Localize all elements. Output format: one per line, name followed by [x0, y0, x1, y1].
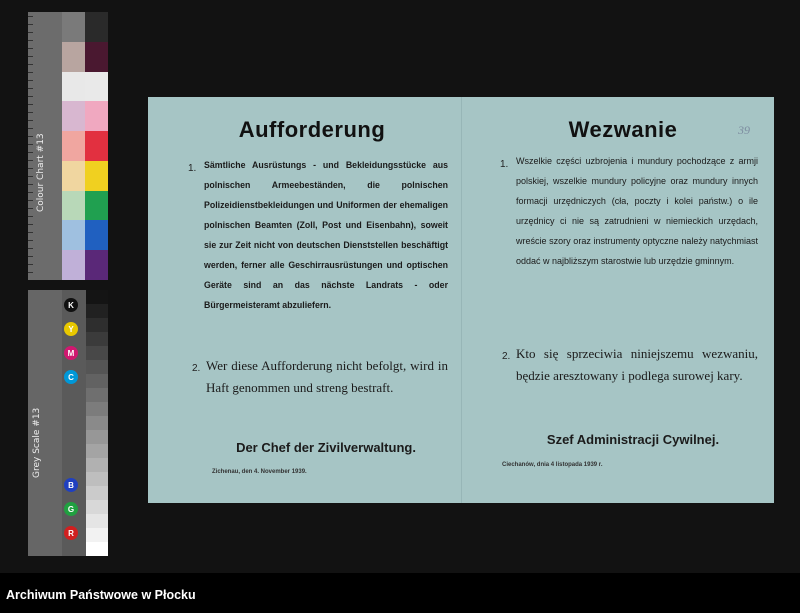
cmyk-dot-m: M — [64, 346, 78, 360]
polish-column — [488, 97, 758, 503]
ruler-tick — [28, 88, 33, 89]
ruler-tick — [28, 128, 33, 129]
grey-step — [86, 416, 108, 430]
colour-swatch — [62, 250, 85, 280]
grey-scale-chart — [28, 290, 108, 556]
german-item2-number: 2. — [192, 363, 201, 374]
ruler-tick — [28, 64, 33, 65]
colour-swatch — [85, 220, 108, 250]
ruler-tick — [28, 56, 33, 57]
german-item1-number: 1. — [188, 163, 197, 174]
german-signature: Der Chef der Zivilverwaltung. — [236, 440, 416, 455]
ruler-tick — [28, 48, 33, 49]
archive-footer — [0, 573, 800, 613]
ruler-tick — [28, 152, 33, 153]
polish-dateline: Ciechanów, dnia 4 listopada 1939 r. — [502, 462, 603, 468]
grey-step — [86, 402, 108, 416]
colour-chart-title: Colour Chart #13 — [36, 133, 46, 212]
grey-scale-title: Grey Scale #13 — [32, 407, 42, 478]
poster-document — [148, 97, 774, 503]
ruler-tick — [28, 192, 33, 193]
ruler-tick — [28, 96, 33, 97]
cmyk-dot-k: K — [64, 298, 78, 312]
ruler-tick — [28, 168, 33, 169]
ruler-tick — [28, 256, 33, 257]
german-column — [178, 97, 446, 503]
ruler-tick — [28, 112, 33, 113]
polish-title: Wezwanie — [568, 117, 678, 142]
colour-swatch — [62, 131, 85, 161]
colour-swatch — [62, 101, 85, 131]
rgb-dot-r: R — [64, 526, 78, 540]
ruler-tick — [28, 72, 33, 73]
colour-swatch — [85, 161, 108, 191]
german-dateline: Zichenau, den 4. November 1939. — [212, 469, 307, 475]
grey-step — [86, 444, 108, 458]
page-number: 39 — [738, 123, 750, 137]
german-item2-text: Wer diese Aufforderung nicht befolgt, wird in Haft genommen und streng bestraft. — [206, 358, 448, 395]
colour-swatch — [85, 101, 108, 131]
ruler-tick — [28, 208, 33, 209]
german-title: Aufforderung — [238, 117, 386, 142]
colour-swatch — [62, 161, 85, 191]
colour-swatch — [85, 12, 108, 42]
rgb-dot-b: B — [64, 478, 78, 492]
grey-step — [86, 332, 108, 346]
cmyk-dot-y: Y — [64, 322, 78, 336]
ruler-tick — [28, 216, 33, 217]
rgb-dots — [64, 478, 80, 550]
ruler-tick — [28, 32, 33, 33]
colour-swatch — [85, 131, 108, 161]
ruler-tick — [28, 104, 33, 105]
polish-item1-text: Wszelkie części uzbrojenia i mundury pochodzące z armji polskiej, wszelkie mundury policyjne oraz mundury innych formacji urzędniczych (cła, poczty i kolei państw.) o ile urzędnicy ci nie są zatrudnieni w niemieckich urzędach, wreście szory oraz instrumenty optyczne należy natychmiast oddać w najbliższym starostwie lub urzędzie gminnym. — [516, 156, 758, 266]
colour-swatch — [62, 220, 85, 250]
polish-item1-number: 1. — [500, 159, 509, 170]
colour-swatches — [62, 12, 108, 280]
cmyk-dot-c: C — [64, 370, 78, 384]
colour-chart — [28, 12, 108, 280]
polish-signature: Szef Administracji Cywilnej. — [546, 432, 720, 447]
ruler-tick — [28, 264, 33, 265]
ruler-tick — [28, 80, 33, 81]
grey-step — [86, 374, 108, 388]
archive-name: Archiwum Państwowe w Płocku — [6, 588, 196, 602]
ruler-tick — [28, 24, 33, 25]
grey-step — [86, 458, 108, 472]
grey-step — [86, 388, 108, 402]
ruler-tick — [28, 224, 33, 225]
grey-step — [86, 542, 108, 556]
polish-item2-number: 2. — [502, 351, 511, 362]
ruler-tick — [28, 232, 33, 233]
ruler-tick — [28, 40, 33, 41]
ruler-tick — [28, 200, 33, 201]
ruler-tick — [28, 160, 33, 161]
ruler-tick — [28, 272, 33, 273]
rgb-dot-g: G — [64, 502, 78, 516]
colour-swatch — [62, 72, 85, 102]
colour-swatch — [62, 191, 85, 221]
grey-step — [86, 304, 108, 318]
cmyk-dots — [64, 298, 80, 394]
grey-step — [86, 528, 108, 542]
ruler-tick — [28, 184, 33, 185]
ruler-tick — [28, 176, 33, 177]
colour-swatch — [85, 72, 108, 102]
poster-fold-line — [461, 97, 462, 503]
grey-step — [86, 318, 108, 332]
polish-item2-text: Kto się sprzeciwia niniejszemu wezwaniu, będzie aresztowany i podlega surowej kary. — [516, 346, 758, 383]
colour-swatch — [85, 191, 108, 221]
grey-step — [86, 514, 108, 528]
grey-step — [86, 472, 108, 486]
german-item1-text: Sämtliche Ausrüstungs - und Bekleidungsstücke aus polnischen Armeebeständen, die polnischen Polizeidienstbekleidungen und Uniformen der ehemaligen polnischen Beamten (Zoll, Post und Eisenbahn), soweit sie zur Zeit nicht von deutschen Dienststellen beschäftigt werden, ferner alle Geschirrausrüstungen und optischen Geräte sind an das nächste Landrats - oder Bürgermeisteramt abzuliefern. — [204, 160, 448, 310]
ruler-tick — [28, 240, 33, 241]
grey-step — [86, 290, 108, 304]
grey-step — [86, 430, 108, 444]
grey-step — [86, 486, 108, 500]
ruler-tick — [28, 248, 33, 249]
ruler-tick — [28, 120, 33, 121]
ruler-tick — [28, 136, 33, 137]
grey-gradient-strip — [86, 290, 108, 556]
grey-step — [86, 500, 108, 514]
ruler-tick — [28, 144, 33, 145]
colour-swatch — [85, 250, 108, 280]
colour-swatch — [62, 42, 85, 72]
colour-swatch — [62, 12, 85, 42]
grey-step — [86, 346, 108, 360]
colour-swatch — [85, 42, 108, 72]
ruler-tick — [28, 16, 33, 17]
grey-step — [86, 360, 108, 374]
